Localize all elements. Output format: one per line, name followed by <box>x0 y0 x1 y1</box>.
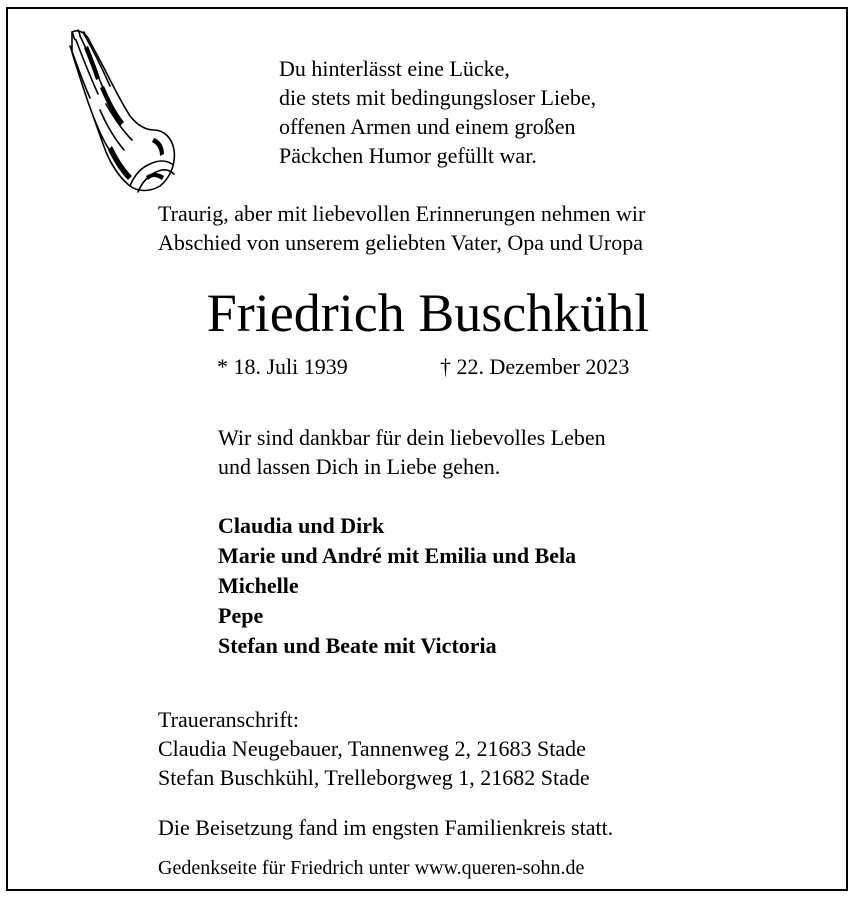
intro-line: Abschied von unserem geliebten Vater, Opa und Uropa <box>158 230 644 255</box>
thanks-text <box>218 423 606 481</box>
intro-line: Traurig, aber mit liebevollen Erinnerungen nehmen wir <box>158 201 646 226</box>
family-list <box>218 511 576 661</box>
verse <box>279 54 596 170</box>
death-date: † 22. Dezember 2023 <box>440 354 630 379</box>
address-line: Stefan Buschkühl, Trelleborgweg 1, 21682 Stade <box>158 765 590 790</box>
verse-line: Päckchen Humor gefüllt war. <box>279 143 537 168</box>
memorial-page-note: Gedenkseite für Friedrich unter www.queren-sohn.de <box>158 857 585 879</box>
thanks-line: Wir sind dankbar für dein liebevolles Leben <box>218 425 606 450</box>
verse-line: offenen Armen und einem großen <box>279 114 576 139</box>
birth-date: * 18. Juli 1939 <box>217 354 348 379</box>
thanks-line: und lassen Dich in Liebe gehen. <box>218 454 501 479</box>
burial-note: Die Beisetzung fand im engsten Familienkreis statt. <box>158 815 614 840</box>
family-member: Michelle <box>218 573 299 598</box>
mourning-address <box>158 705 590 792</box>
address-heading: Traueranschrift: <box>158 707 299 732</box>
verse-line: Du hinterlässt eine Lücke, <box>279 56 510 81</box>
deceased-name: Friedrich Buschkühl <box>206 283 650 343</box>
praying-hands-icon <box>60 26 178 198</box>
family-member: Pepe <box>218 603 264 628</box>
family-member: Marie und André mit Emilia und Bela <box>218 543 577 568</box>
verse-line: die stets mit bedingungsloser Liebe, <box>279 85 597 110</box>
family-member: Stefan und Beate mit Victoria <box>218 633 497 658</box>
family-member: Claudia und Dirk <box>218 513 385 538</box>
intro-text <box>158 199 645 257</box>
address-line: Claudia Neugebauer, Tannenweg 2, 21683 Stade <box>158 736 586 761</box>
